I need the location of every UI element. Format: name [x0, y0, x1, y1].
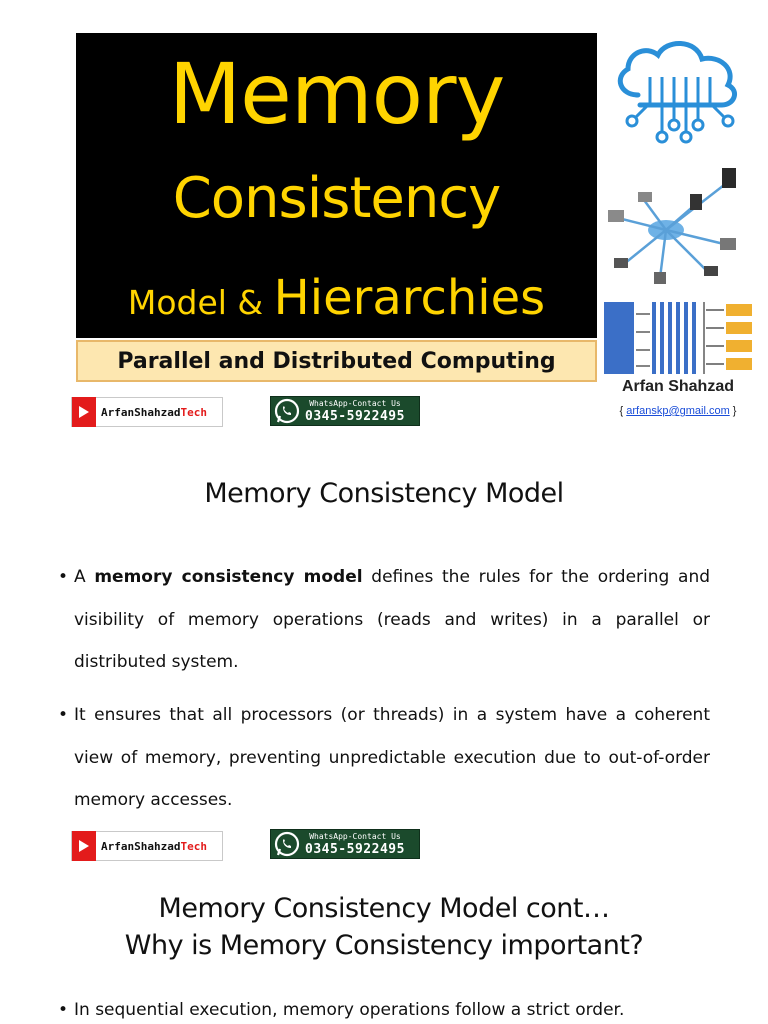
whatsapp-icon: [274, 831, 300, 857]
whatsapp-contact-badge-2[interactable]: [270, 829, 420, 859]
slide3-bullet1-text: In sequential execution, memory operations follow a strict order.: [74, 1000, 625, 1020]
email-open-brace: {: [619, 405, 627, 417]
author-name: Arfan Shahzad: [621, 378, 734, 395]
bullet1-bold-term: memory consistency model: [94, 567, 363, 587]
slide2-bullet-1: [58, 556, 710, 684]
youtube-name-suffix: Tech: [180, 839, 207, 853]
whatsapp-contact-badge[interactable]: [270, 396, 420, 426]
slide3-bullet-1: [58, 990, 710, 1024]
whatsapp-label: WhatsApp-Contact Us: [309, 398, 401, 408]
youtube-name-suffix: Tech: [180, 405, 207, 419]
processor-array-image: [600, 294, 756, 376]
email-close-brace: }: [729, 405, 737, 417]
youtube-name-prefix: ArfanShahzad: [101, 405, 181, 419]
course-subtitle: Parallel and Distributed Computing: [76, 340, 597, 382]
network-diagram-image: [600, 160, 756, 288]
whatsapp-text: [305, 400, 405, 423]
whatsapp-number: 0345-5922495: [305, 841, 405, 857]
bullet-dot: •: [58, 567, 69, 587]
whatsapp-number: 0345-5922495: [305, 408, 405, 424]
email-link[interactable]: arfanskp@gmail.com: [626, 405, 730, 417]
title-line-memory: Memory: [168, 45, 505, 143]
slide3-heading-line1: Memory Consistency Model cont…: [158, 893, 610, 924]
title-hierarchies-text: Hierarchies: [273, 270, 546, 326]
play-icon: [72, 831, 96, 861]
whatsapp-icon: [274, 398, 300, 424]
title-model-text: Model &: [127, 283, 274, 322]
bullet1-pre: A: [74, 567, 95, 587]
cloud-circuit-image: [600, 33, 756, 155]
youtube-channel-badge[interactable]: [71, 397, 223, 427]
title-line-model-hierarchies: [76, 265, 597, 342]
author-email: [600, 405, 756, 417]
whatsapp-text: [305, 833, 405, 856]
bullet-dot: •: [58, 1000, 69, 1020]
youtube-channel-label: [101, 406, 207, 419]
youtube-name-prefix: ArfanShahzad: [101, 839, 181, 853]
title-banner: [76, 33, 597, 338]
youtube-channel-badge-2[interactable]: [71, 831, 223, 861]
bullet-dot: •: [58, 705, 69, 725]
slide2-heading: Memory Consistency Model: [204, 478, 564, 509]
bullet2-text: It ensures that all processors (or threads) in a system have a coherent view of memory, preventing unpredictable execution due to out-of-order memory accesses.: [74, 705, 710, 810]
title-line-consistency: Consistency: [172, 166, 501, 231]
bullet1-post: defines the rules for the ordering and visibility of memory operations (reads and writes) in a parallel or distributed system.: [74, 567, 711, 672]
slide2-bullet-2: [58, 694, 710, 822]
play-icon: [72, 397, 96, 427]
youtube-channel-label: [101, 840, 207, 853]
slide3-heading-line2: Why is Memory Consistency important?: [124, 930, 644, 961]
whatsapp-label: WhatsApp-Contact Us: [309, 831, 401, 841]
